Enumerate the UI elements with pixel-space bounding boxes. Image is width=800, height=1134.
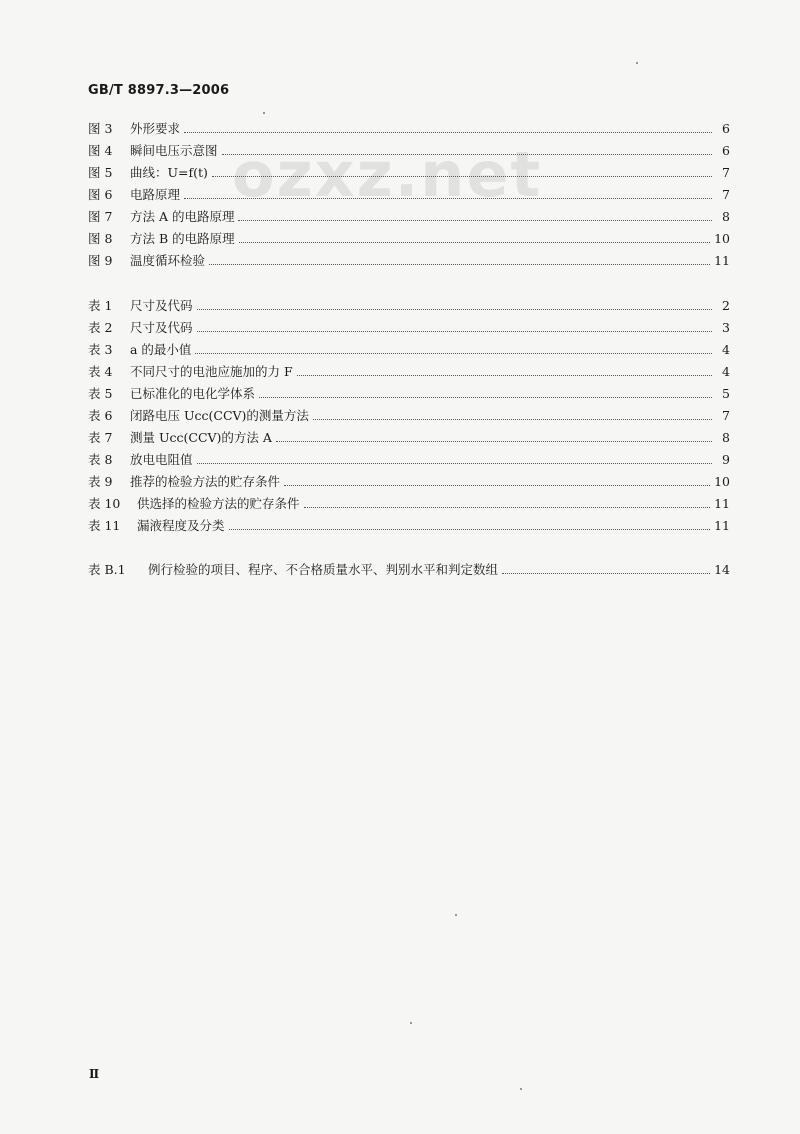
leader-dots [304, 507, 711, 508]
toc-entry-figure[interactable] [88, 250, 730, 272]
toc-entry-table[interactable] [88, 449, 730, 471]
entry-label: 图 8 [88, 231, 113, 246]
toc-entry-table[interactable] [88, 515, 730, 537]
scan-speck [455, 914, 457, 916]
entry-title: 闭路电压 Ucc(CCV)的测量方法 [130, 408, 309, 423]
entry-page: 11 [714, 496, 730, 511]
leader-dots [313, 419, 712, 420]
entry-page: 8 [722, 430, 730, 445]
entry-label: 图 6 [88, 187, 113, 202]
entry-title: 方法 B 的电路原理 [130, 231, 235, 246]
entry-label: 图 9 [88, 253, 113, 268]
toc-entry-table[interactable] [88, 339, 730, 361]
leader-dots [197, 309, 712, 310]
leader-dots [195, 353, 712, 354]
leader-dots [184, 198, 712, 199]
entry-page: 8 [722, 209, 730, 224]
entry-title: 电路原理 [130, 187, 181, 202]
toc-entry-figure[interactable] [88, 184, 730, 206]
entry-title: 供选择的检验方法的贮存条件 [137, 496, 300, 511]
entry-title: 漏液程度及分类 [137, 518, 225, 533]
entry-page: 2 [722, 298, 730, 313]
annex-tables-list [88, 559, 730, 581]
figures-list [88, 118, 730, 272]
leader-dots [184, 132, 712, 133]
toc-entry-table[interactable] [88, 405, 730, 427]
tables-list [88, 295, 730, 537]
entry-page: 10 [714, 231, 730, 246]
entry-page: 7 [722, 408, 730, 423]
leader-dots [197, 331, 712, 332]
entry-label: 图 4 [88, 143, 113, 158]
entry-label: 表 B.1 [88, 562, 126, 577]
entry-page: 3 [722, 320, 730, 335]
toc-entry-table[interactable] [88, 361, 730, 383]
entry-page: 4 [722, 364, 730, 379]
leader-dots [229, 529, 711, 530]
entry-title: 瞬间电压示意图 [130, 143, 218, 158]
entry-page: 14 [714, 562, 730, 577]
entry-label: 表 5 [88, 386, 113, 401]
entry-page: 11 [714, 518, 730, 533]
entry-label: 图 7 [88, 209, 113, 224]
leader-dots [212, 176, 712, 177]
entry-title: 已标准化的电化学体系 [130, 386, 256, 401]
leader-dots [238, 220, 712, 221]
entry-title: a 的最小值 [130, 342, 192, 357]
leader-dots [297, 375, 712, 376]
toc-entry-figure[interactable] [88, 140, 730, 162]
leader-dots [502, 573, 710, 574]
entry-label: 表 10 [88, 496, 121, 511]
toc-entry-figure[interactable] [88, 162, 730, 184]
entry-title: 外形要求 [130, 121, 181, 136]
leader-dots [276, 441, 712, 442]
entry-label: 表 8 [88, 452, 113, 467]
entry-page: 5 [722, 386, 730, 401]
toc-entry-table[interactable] [88, 383, 730, 405]
toc-entry-table[interactable] [88, 471, 730, 493]
leader-dots [197, 463, 712, 464]
entry-label: 表 9 [88, 474, 113, 489]
entry-page: 4 [722, 342, 730, 357]
toc-entry-table[interactable] [88, 295, 730, 317]
entry-title: 温度循环检验 [130, 253, 206, 268]
entry-label: 表 7 [88, 430, 113, 445]
scan-speck [520, 1088, 522, 1090]
entry-label: 表 11 [88, 518, 121, 533]
toc-entry-figure[interactable] [88, 228, 730, 250]
entry-title: 尺寸及代码 [130, 298, 193, 313]
entry-title: 尺寸及代码 [130, 320, 193, 335]
entry-label: 表 4 [88, 364, 113, 379]
leader-dots [209, 264, 710, 265]
toc-entry-table[interactable] [88, 427, 730, 449]
entry-label: 表 6 [88, 408, 113, 423]
toc-entry-figure[interactable] [88, 118, 730, 140]
scan-speck [636, 62, 638, 64]
entry-title: 不同尺寸的电池应施加的力 F [130, 364, 293, 379]
entry-label: 表 2 [88, 320, 113, 335]
entry-page: 6 [722, 121, 730, 136]
entry-label: 表 1 [88, 298, 113, 313]
toc-entry-table[interactable] [88, 317, 730, 339]
entry-title: 曲线：U=f(t) [130, 165, 208, 180]
entry-title: 放电电阻值 [130, 452, 193, 467]
toc-entry-table[interactable] [88, 493, 730, 515]
standard-number: GB/T 8897.3—2006 [88, 83, 230, 98]
entry-label: 图 5 [88, 165, 113, 180]
entry-label: 图 3 [88, 121, 113, 136]
toc-entry-figure[interactable] [88, 206, 730, 228]
leader-dots [222, 154, 712, 155]
entry-title: 测量 Ucc(CCV)的方法 A [130, 430, 272, 445]
leader-dots [259, 397, 712, 398]
scan-speck [410, 1022, 412, 1024]
entry-page: 7 [722, 165, 730, 180]
entry-page: 6 [722, 143, 730, 158]
entry-label: 表 3 [88, 342, 113, 357]
leader-dots [239, 242, 710, 243]
watermark: ozxz.net [232, 138, 543, 211]
scan-speck [263, 112, 265, 114]
entry-title: 推荐的检验方法的贮存条件 [130, 474, 281, 489]
toc-entry-annex-table[interactable] [88, 559, 730, 581]
entry-page: 10 [714, 474, 730, 489]
entry-title: 例行检验的项目、程序、不合格质量水平、判别水平和判定数组 [148, 562, 499, 577]
entry-title: 方法 A 的电路原理 [130, 209, 235, 224]
page-number: Ⅱ [89, 1067, 100, 1081]
entry-page: 7 [722, 187, 730, 202]
entry-page: 9 [722, 452, 730, 467]
entry-page: 11 [714, 253, 730, 268]
leader-dots [284, 485, 710, 486]
